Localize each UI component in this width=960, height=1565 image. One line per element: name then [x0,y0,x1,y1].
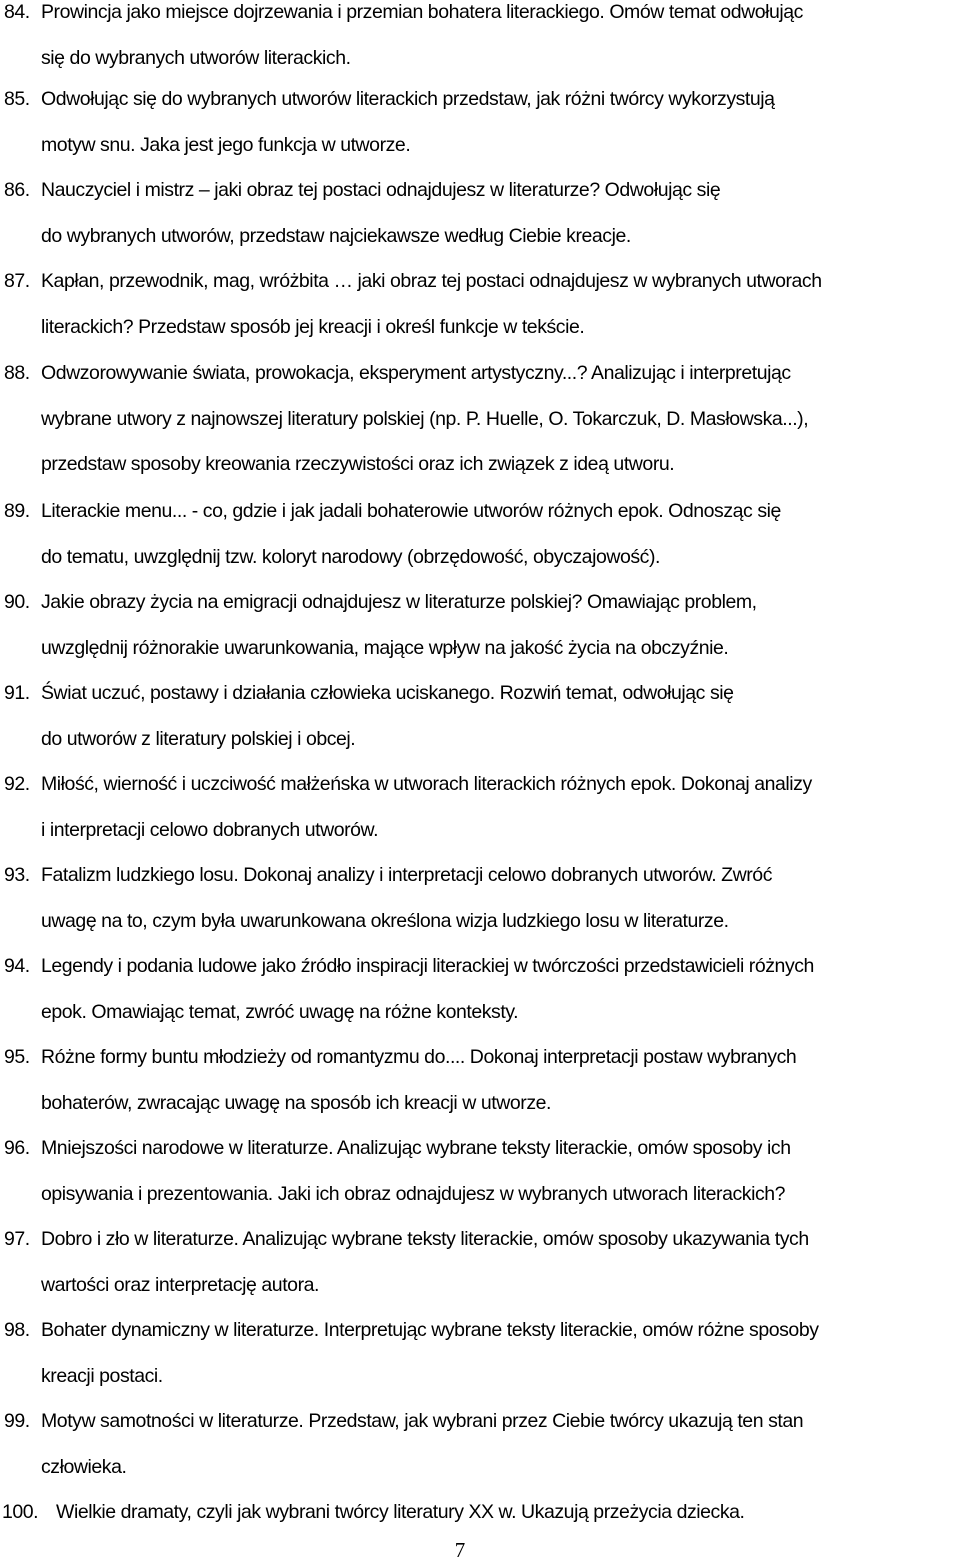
topic-text-line: Dobro i zło w literaturze. Analizując wybrane teksty literackie, omów sposoby ukazywania tych [41,1228,809,1250]
topic-number: 91. [4,682,30,704]
topic-text-line: epok. Omawiając temat, zwróć uwagę na różne konteksty. [41,1000,519,1023]
topic-text-line: motyw snu. Jaka jest jego funkcja w utworze. [41,133,411,156]
topic-text-line: Odwzorowywanie świata, prowokacja, eksperyment artystyczny...? Analizując i interpretując [41,362,791,384]
topic-number: 89. [4,500,30,522]
topic-text-line: bohaterów, zwracając uwagę na sposób ich kreacji w utworze. [41,1091,551,1114]
topic-text-line: Literackie menu... - co, gdzie i jak jadali bohaterowie utworów różnych epok. Odnosząc się [41,500,781,522]
topic-text-line: kreacji postaci. [41,1364,163,1387]
topic-number: 86. [4,179,30,201]
topic-text-line: wybrane utwory z najnowszej literatury polskiej (np. P. Huelle, O. Tokarczuk, D. Masłowska...), [41,407,809,430]
topic-number: 88. [4,362,30,384]
topic-number: 100. [2,1501,39,1523]
page-number: 7 [454,1538,466,1562]
topic-text-line: Legendy i podania ludowe jako źródło inspiracji literackiej w twórczości przedstawicieli różnych [41,955,814,977]
topic-number: 93. [4,864,30,886]
topic-number: 98. [4,1319,30,1341]
topic-text-line: literackich? Przedstaw sposób jej kreacji i określ funkcje w tekście. [41,315,585,338]
topic-text-line: uwzględnij różnorakie uwarunkowania, mające wpływ na jakość życia na obczyźnie. [41,636,729,659]
topic-number: 87. [4,270,30,292]
topic-text-line: Miłość, wierność i uczciwość małżeńska w utworach literackich różnych epok. Dokonaj analizy [41,773,812,795]
topic-text-line: się do wybranych utworów literackich. [41,46,351,69]
topic-number: 97. [4,1228,30,1250]
topic-text-line: Wielkie dramaty, czyli jak wybrani twórcy literatury XX w. Ukazują przeżycia dziecka. [56,1501,745,1523]
topic-text-line: do utworów z literatury polskiej i obcej. [41,727,356,750]
topic-text-line: Różne formy buntu młodzieży od romantyzmu do.... Dokonaj interpretacji postaw wybranych [41,1046,797,1068]
topic-text-line: człowieka. [41,1455,127,1478]
topic-text-line: do wybranych utworów, przedstaw najciekawsze według Ciebie kreacje. [41,224,631,247]
topic-text-line: Świat uczuć, postawy i działania człowieka uciskanego. Rozwiń temat, odwołując się [41,682,734,704]
topic-text-line: Kapłan, przewodnik, mag, wróżbita … jaki obraz tej postaci odnajdujesz w wybranych utworach [41,270,822,292]
topic-text-line: do tematu, uwzględnij tzw. koloryt narodowy (obrzędowość, obyczajowość). [41,545,660,568]
topic-text-line: Bohater dynamiczny w literaturze. Interpretując wybrane teksty literackie, omów różne sposoby [41,1319,819,1341]
topic-text-line: i interpretacji celowo dobranych utworów. [41,818,379,841]
topic-number: 96. [4,1137,30,1159]
topic-number: 85. [4,88,30,110]
topic-text-line: Fatalizm ludzkiego losu. Dokonaj analizy i interpretacji celowo dobranych utworów. Zwróć [41,864,773,886]
topic-text-line: Mniejszości narodowe w literaturze. Analizując wybrane teksty literackie, omów sposoby ich [41,1137,791,1159]
topic-number: 95. [4,1046,30,1068]
topic-text-line: Odwołując się do wybranych utworów literackich przedstaw, jak różni twórcy wykorzystują [41,88,775,110]
topic-number: 84. [4,1,30,23]
topic-number: 94. [4,955,30,977]
topic-text-line: wartości oraz interpretację autora. [41,1273,319,1296]
topic-text-line: Prowincja jako miejsce dojrzewania i przemian bohatera literackiego. Omów temat odwołując [41,1,803,23]
topic-text-line: Motyw samotności w literaturze. Przedstaw, jak wybrani przez Ciebie twórcy ukazują ten stan [41,1410,804,1432]
topic-text-line: opisywania i prezentowania. Jaki ich obraz odnajdujesz w wybranych utworach literackich? [41,1182,786,1205]
topic-number: 99. [4,1410,30,1432]
topic-text-line: Nauczyciel i mistrz – jaki obraz tej postaci odnajdujesz w literaturze? Odwołując się [41,179,721,201]
topic-number: 92. [4,773,30,795]
topic-text-line: Jakie obrazy życia na emigracji odnajdujesz w literaturze polskiej? Omawiając problem, [41,591,757,613]
topic-text-line: przedstaw sposoby kreowania rzeczywistości oraz ich związek z ideą utworu. [41,453,675,475]
topic-number: 90. [4,591,30,613]
topic-text-line: uwagę na to, czym była uwarunkowana określona wizja ludzkiego losu w literaturze. [41,909,729,932]
